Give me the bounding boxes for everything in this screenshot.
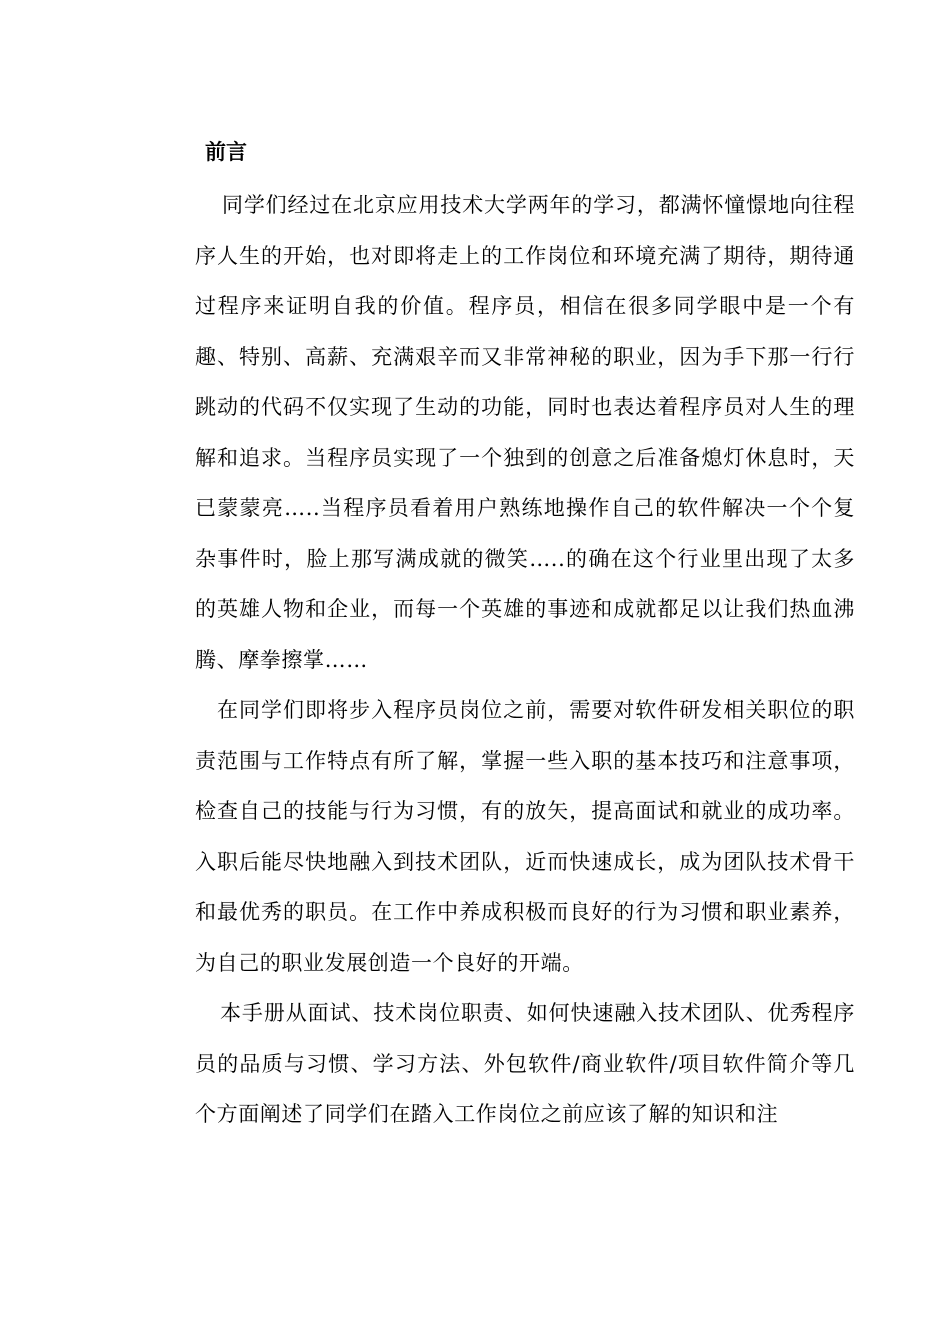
document-body — [195, 132, 855, 1140]
paragraph-intro: 同学们经过在北京应用技术大学两年的学习，都满怀憧憬地向往程序人生的开始，也对即将走上的工作岗位和环境充满了期待，期待通过程序来证明自我的价值。程序员，相信在很多同学眼中是一个有趣、特别、高薪、充满艰辛而又非常神秘的职业，因为手下那一行行跳动的代码不仅实现了生动的功能，同时也表达着程序员对人生的理解和追求。当程序员实现了一个独到的创意之后准备熄灯休息时，天已蒙蒙亮…..当程序员看着用户熟练地操作自己的软件解决一个个复杂事件时，脸上那写满成就的微笑…..的确在这个行业里出现了太多的英雄人物和企业，而每一个英雄的事迹和成就都足以让我们热血沸腾、摩拳擦掌…… — [195, 193, 855, 672]
paragraph-manual-scope: 本手册从面试、技术岗位职责、如何快速融入技术团队、优秀程序员的品质与习惯、学习方法、外包软件/商业软件/项目软件简介等几个方面阐述了同学们在踏入工作岗位之前应该了解的知识和注 — [195, 1001, 855, 1126]
paragraph-preparation: 在同学们即将步入程序员岗位之前，需要对软件研发相关职位的职责范围与工作特点有所了解，掌握一些入职的基本技巧和注意事项，检查自己的技能与行为习惯，有的放矢，提高面试和就业的成功率。入职后能尽快地融入到技术团队，近而快速成长，成为团队技术骨干和最优秀的职员。在工作中养成积极而良好的行为习惯和职业素养，为自己的职业发展创造一个良好的开端。 — [195, 698, 855, 975]
page-title: 前言 — [205, 140, 247, 164]
